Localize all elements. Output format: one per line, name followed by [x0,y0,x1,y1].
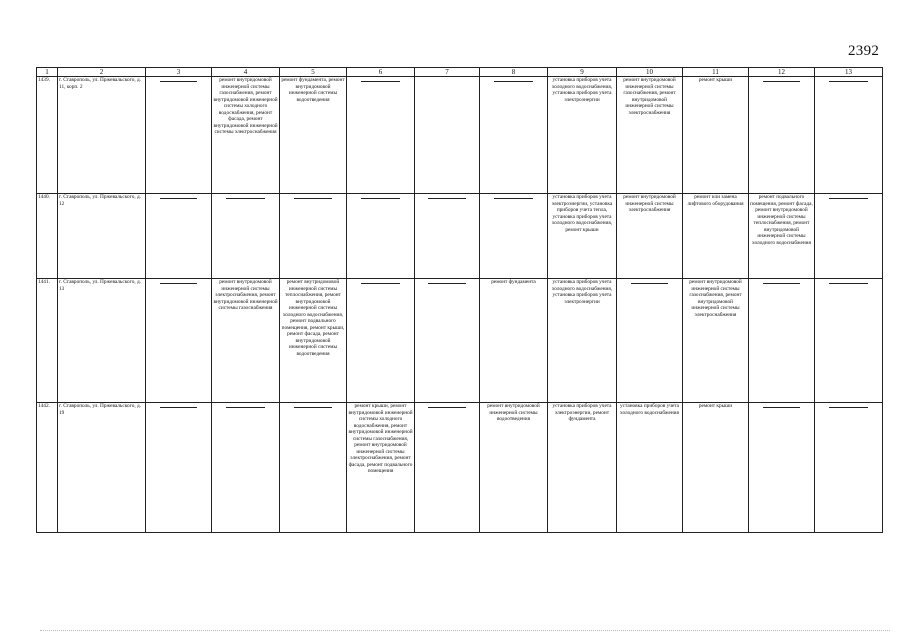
column-header-4: 4 [212,68,280,77]
cell-c13 [815,194,883,279]
cell-text: ремонт фундамента, ремонт внутридомовой инженерной системы водоотведения [281,77,345,103]
cell-text: ремонт крыши [698,403,733,409]
cell-text: установка приборов учета холодного водоснабжения, установка приборов учета электроэнергии [551,279,613,305]
cell-c13 [815,403,883,533]
cell-c7 [415,194,480,279]
cell-c10 [617,194,683,279]
address-cell [58,194,146,279]
cell-c3 [146,194,212,279]
column-header-8: 8 [480,68,548,77]
cell-c11 [683,194,749,279]
column-header-10: 10 [617,68,683,77]
cell-c8 [480,403,548,533]
cell-text: 1441. [38,279,50,285]
cell-c3 [146,77,212,194]
scan-artifact-dots [40,626,890,631]
cell-text: г. Ставрополь, ул. Пржевальского, д. 11, корп. 2 [59,77,142,90]
cell-c12 [749,194,815,279]
column-header-12: 12 [749,68,815,77]
address-cell [58,279,146,403]
cell-text: ремонт внутридомовой инженерной системы газоснабжения, ремонт внутридомовой инженерной системы электроснабжения [689,279,742,318]
empty-dash [428,198,465,199]
column-header-6: 6 [347,68,415,77]
cell-text: ремонт внутридомовой инженерной системы газоснабжения, ремонт внутридомовой инженерной системы электроснабжения [623,77,676,116]
cell-text: 1440. [38,194,50,200]
empty-dash [160,283,198,284]
cell-c3 [146,279,212,403]
cell-text: г. Ставрополь, ул. Пржевальского, д. 12 [59,194,142,207]
row-number [37,77,58,194]
cell-c4 [212,279,280,403]
empty-dash [428,407,465,408]
empty-dash [226,198,265,199]
cell-c10 [617,403,683,533]
empty-dash [361,198,400,199]
empty-dash [829,198,868,199]
column-header-7: 7 [415,68,480,77]
empty-dash [226,407,265,408]
cell-c10 [617,77,683,194]
column-header-3: 3 [146,68,212,77]
cell-c11 [683,279,749,403]
cell-c13 [815,279,883,403]
cell-c5 [280,279,347,403]
cell-c11 [683,403,749,533]
column-header-13: 13 [815,68,883,77]
empty-dash [763,407,801,408]
column-header-1: 1 [37,68,58,77]
repair-schedule-table [36,67,883,533]
address-cell [58,77,146,194]
table-row [37,403,883,533]
cell-c8 [480,194,548,279]
cell-c4 [212,194,280,279]
empty-dash [361,81,400,82]
cell-text: ремонт крыши, ремонт внутридомовой инженерной системы холодного водоснабжения, ремонт внутридомовой инженерной системы газоснабжения, ремонт внутридомовой инженерной системы электроснабжения, ремонт фасада, ремонт подвального помещения [348,403,413,474]
cell-text: г. Ставрополь, ул. Пржевальского, д. 19 [59,403,142,416]
cell-text: ремонт подвального помещения, ремонт фасада, ремонт внутридомовой инженерной системы теплоснабжения, ремонт внутридомовой инженерной системы холодного водоснабжения [750,194,813,246]
empty-dash [829,283,868,284]
cell-text: г. Ставрополь, ул. Пржевальского, д. 13 [59,279,142,292]
cell-text: ремонт крыши [698,77,733,83]
cell-text: ремонт внутридомовой инженерной системы теплоснабжения, ремонт внутридомовой инженерной системы холодного водоснабжения, ремонт подвального помещения, ремонт крыши, ремонт фасада, ремонт внутридомовой инженерной системы водоотведения [281,279,345,357]
cell-c8 [480,77,548,194]
cell-c11 [683,77,749,194]
cell-c12 [749,279,815,403]
cell-c7 [415,279,480,403]
cell-c7 [415,403,480,533]
column-header-9: 9 [548,68,617,77]
empty-dash [294,198,332,199]
cell-c10 [617,279,683,403]
cell-text: установка приборов учета холодного водоснабжения [619,403,680,416]
cell-text: установка приборов учета холодного водоснабжения, установка приборов учета электроэнергии [551,77,613,103]
cell-text: ремонт или замена лифтового оборудования [687,194,744,207]
cell-c12 [749,77,815,194]
empty-dash [494,198,533,199]
cell-c6 [347,403,415,533]
cell-c9 [548,194,617,279]
cell-c8 [480,279,548,403]
cell-c4 [212,77,280,194]
column-header-5: 5 [280,68,347,77]
cell-c6 [347,194,415,279]
cell-text: установка приборов учета электроэнергии, установка приборов учета тепла, установка приборов учета холодного водоснабжения, ремонт крыши [551,194,613,233]
row-number [37,194,58,279]
row-number [37,279,58,403]
empty-dash [494,81,533,82]
cell-c12 [749,403,815,533]
cell-c5 [280,194,347,279]
table-row [37,279,883,403]
cell-text: ремонт внутридомовой инженерной системы водоотведения [487,403,540,422]
empty-dash [829,81,868,82]
page-number: 2392 [848,43,880,59]
cell-text: 1442. [38,403,50,409]
table-row [37,77,883,194]
address-cell [58,403,146,533]
cell-text: 1439. [38,77,50,83]
cell-text: ремонт внутридомовой инженерной системы электроснабжения [623,194,676,213]
empty-dash [160,198,198,199]
cell-c13 [815,77,883,194]
empty-dash [631,283,669,284]
cell-text: ремонт внутридомовой инженерной системы газоснабжения, ремонт внутридомовой инженерной системы холодного водоснабжения, ремонт фасада, ремонт внутридомовой инженерной системы электроснабжения [213,77,278,135]
header-row [37,68,883,77]
cell-c3 [146,403,212,533]
cell-text: установка приборов учета электроэнергии, ремонт фундамента [552,403,612,422]
cell-c4 [212,403,280,533]
cell-c9 [548,403,617,533]
column-header-2: 2 [58,68,146,77]
cell-c9 [548,77,617,194]
empty-dash [829,407,868,408]
cell-c6 [347,279,415,403]
cell-c9 [548,279,617,403]
cell-c6 [347,77,415,194]
empty-dash [763,283,801,284]
empty-dash [361,283,400,284]
cell-c7 [415,77,480,194]
cell-c5 [280,77,347,194]
empty-dash [428,283,465,284]
cell-text: ремонт фундамента [491,279,536,285]
empty-dash [763,81,801,82]
empty-dash [160,81,198,82]
empty-dash [160,407,198,408]
cell-c5 [280,403,347,533]
row-number [37,403,58,533]
empty-dash [294,407,332,408]
cell-text: ремонт внутридомовой инженерной системы электроснабжения, ремонт внутридомовой инженерной системы газоснабжения [213,279,278,311]
column-header-11: 11 [683,68,749,77]
table-row [37,194,883,279]
